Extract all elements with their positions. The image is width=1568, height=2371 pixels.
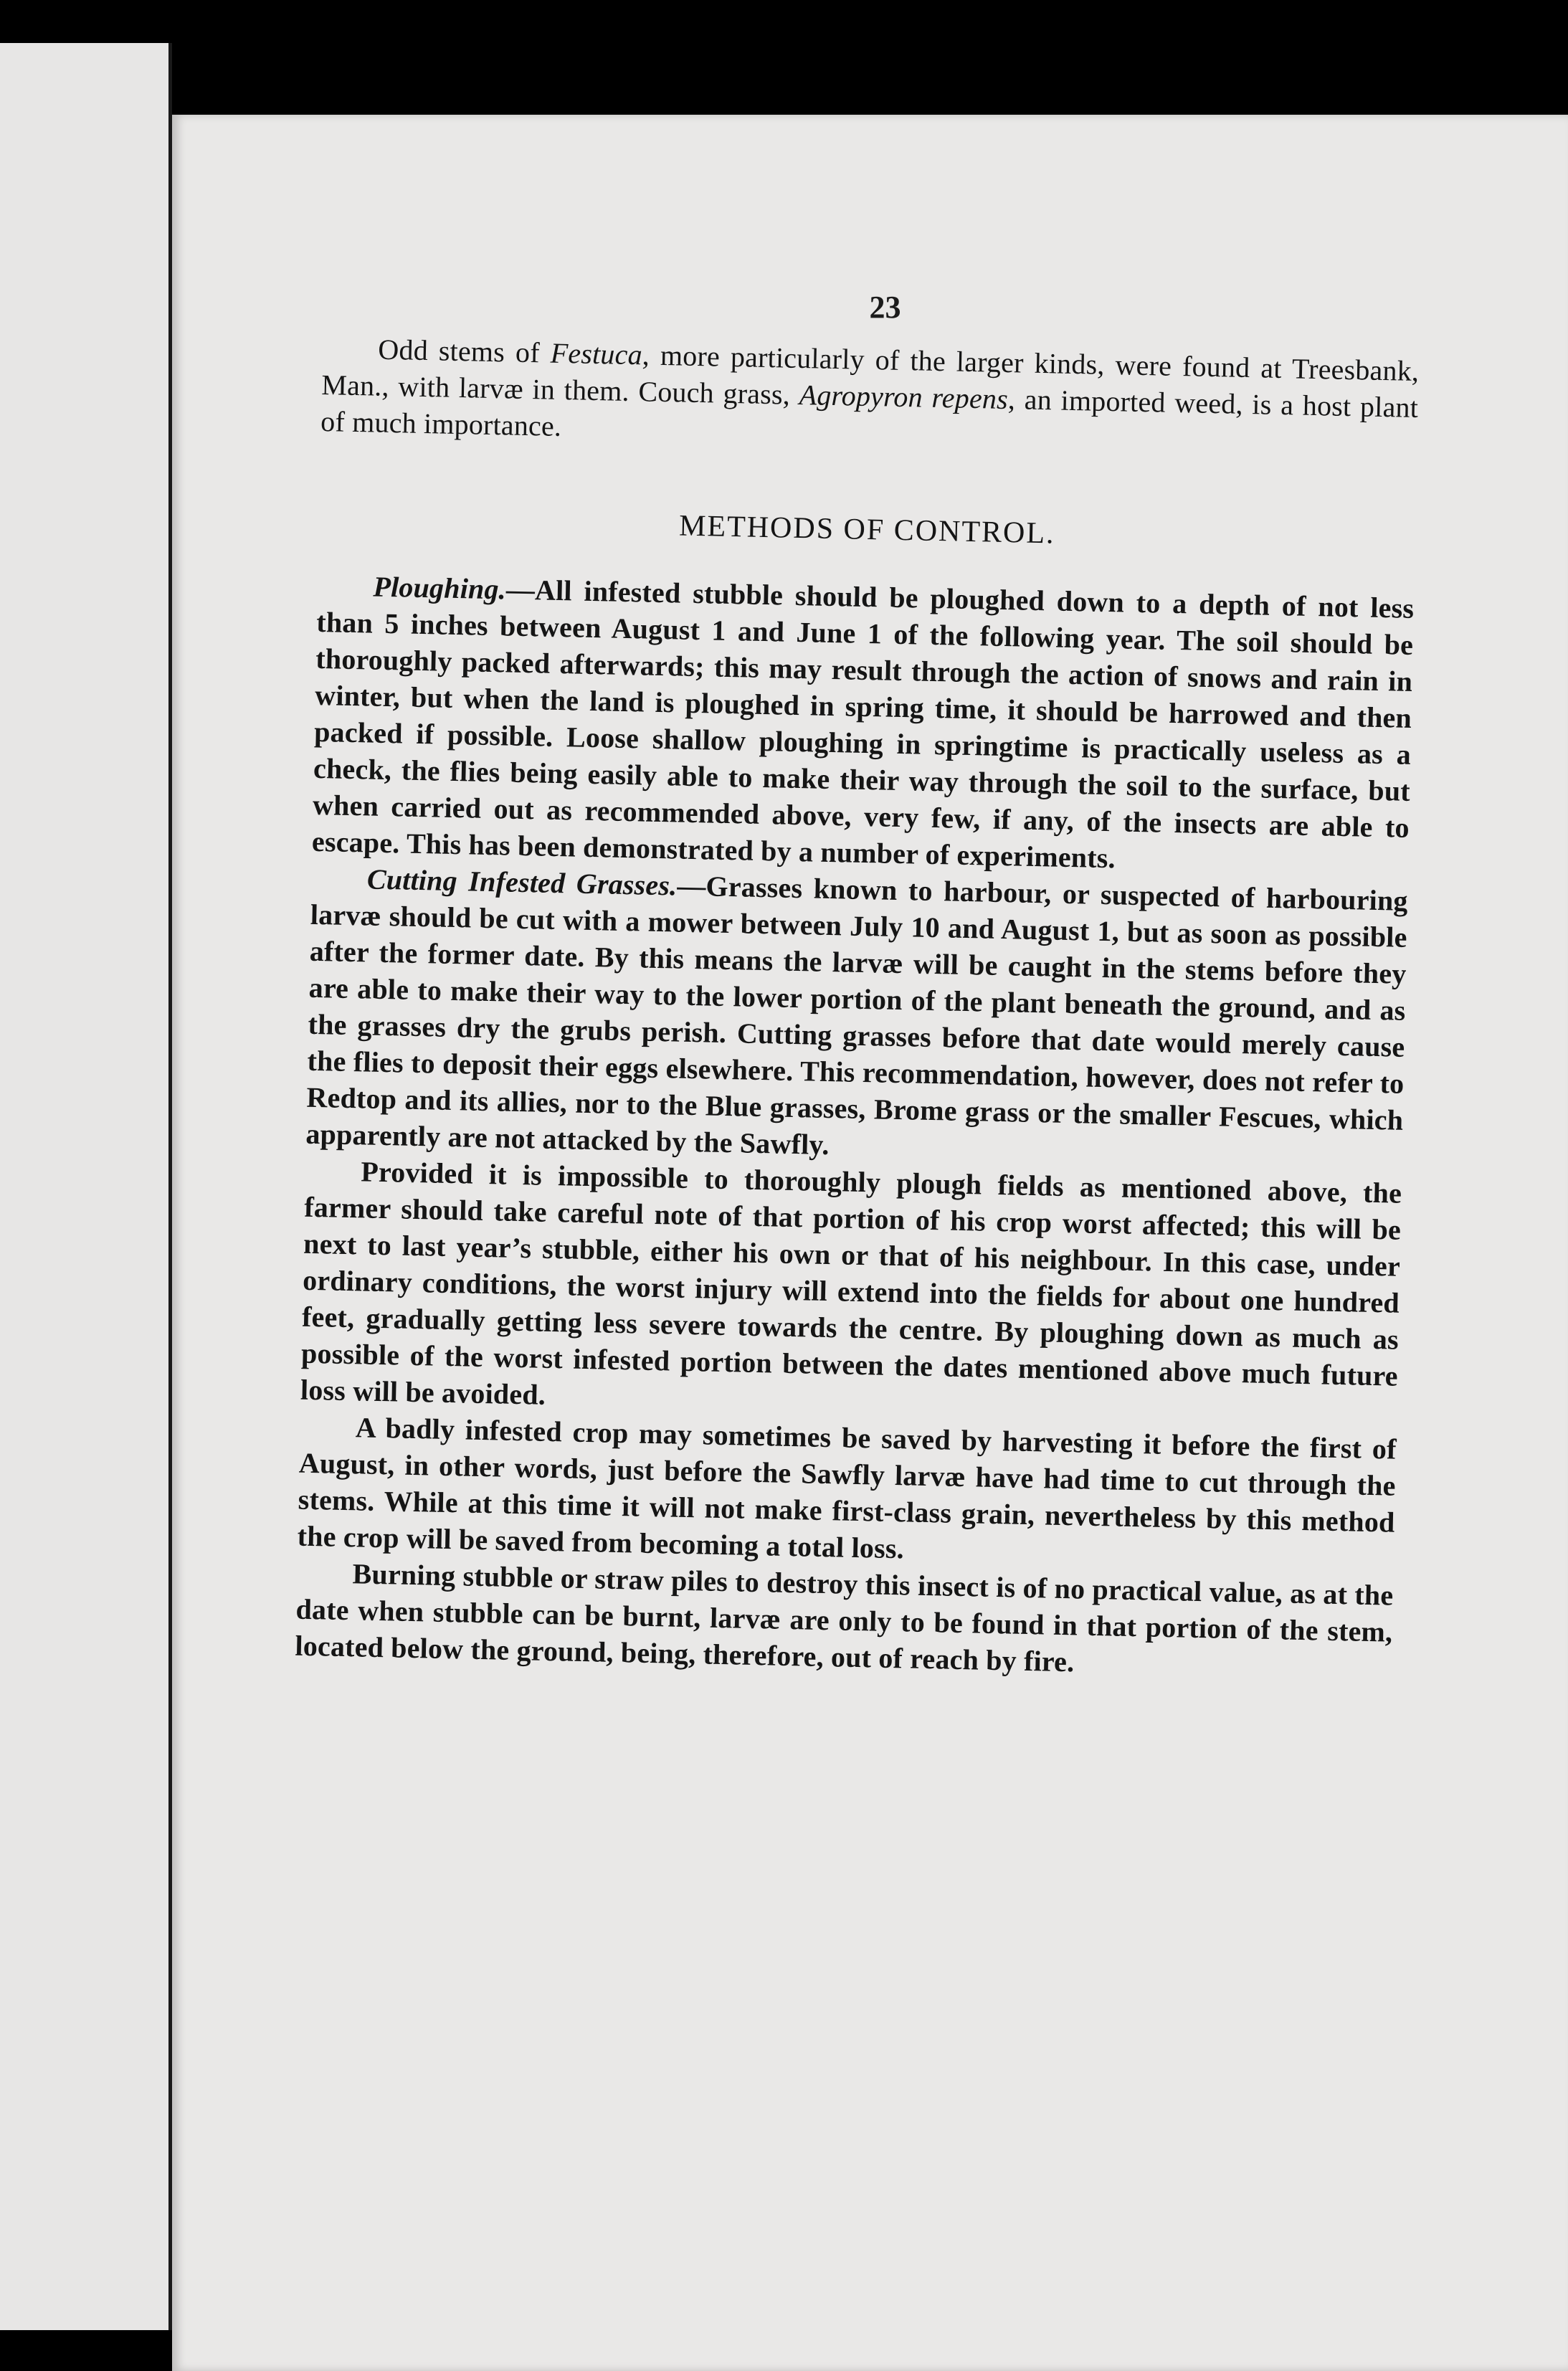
agropyron-term: Agropyron repens (799, 378, 1009, 416)
intro-text-1: Odd stems of (377, 333, 551, 369)
intro-text-2: , more particularly of the larger kinds, were found at Treesbank, Man., with larvæ in them. Couch grass, (320, 338, 1420, 411)
badly-infested-paragraph: A badly infested crop may sometimes be saved by harvesting it before the first of August, in other words, just before the Sawfly larvæ have had time to cut through the stems. While at this time it will not make first-class grain, nevertheless by this method the crop will be saved from becoming a total loss. (297, 1411, 1397, 1565)
text-block (295, 330, 1420, 1687)
ploughing-heading: Ploughing. (373, 570, 507, 606)
cutting-heading: Cutting Infested Grasses. (366, 863, 678, 902)
section-heading: METHODS OF CONTROL. (678, 509, 1056, 551)
book-page (172, 115, 1568, 2371)
provided-paragraph: Provided it is impossible to thoroughly plough fields as mentioned above, the farmer should take careful note of that portion of his crop worst affected; this will be next to last year’s stubble, either his own or that of his neighbour. In this case, under ordinary conditions, the worst injury will extend into the fields for about one hundred feet, gradually getting less severe towards the centre. By ploughing down as much as possible of the worst infested portion between the dates mentioned above much future loss will be avoided. (300, 1155, 1402, 1411)
burning-paragraph: Burning stubble or straw piles to destroy this insect is of no practical value, as at the date when stubble can be burnt, larvæ are only to be found in that portion of the stem, located below the ground, being, therefore, out of reach by fire. (295, 1557, 1394, 1678)
intro-text-3: , an imported weed, is a host plant of much importance. (320, 383, 1419, 443)
festuca-term: Festuca (550, 336, 643, 371)
cutting-body: —Grasses known to harbour, or suspected of harbouring larvæ should be cut with a mower between July 10 and August 1, but as soon as possible after the former date. By this means the larvæ will be caught in the stems before they are able to make their way to the lower portion of the plant beneath the ground, and as the grasses dry the grubs perish. Cutting grasses before that date would merely cause the flies to deposit their eggs elsewhere. This recommendation, however, does not refer to Redtop and its allies, nor to the Blue grasses, Brome grass or the smaller Fescues, which apparently are not attacked by the Sawfly. (305, 869, 1409, 1161)
left-page-edge (0, 43, 172, 2330)
cutting-paragraph (305, 860, 1408, 1175)
intro-paragraph (320, 330, 1420, 462)
page-number: 23 (869, 290, 901, 325)
ploughing-paragraph (312, 567, 1415, 883)
ploughing-body: —All infested stubble should be ploughed down to a depth of not less than 5 inches between August 1 and June 1 of the following year. The soil should be thoroughly packed afterwards; this may result through the action of snows and rain in winter, but when the land is ploughed in spring time, it should be harrowed and then packed if possible. Loose shallow ploughing in springtime is practically useless as a check, the flies being easily able to make their way through the soil to the surface, but when carried out as recommended above, very few, if any, of the insects are able to escape. This has been demonstrated by a number of experiments. (311, 573, 1415, 875)
